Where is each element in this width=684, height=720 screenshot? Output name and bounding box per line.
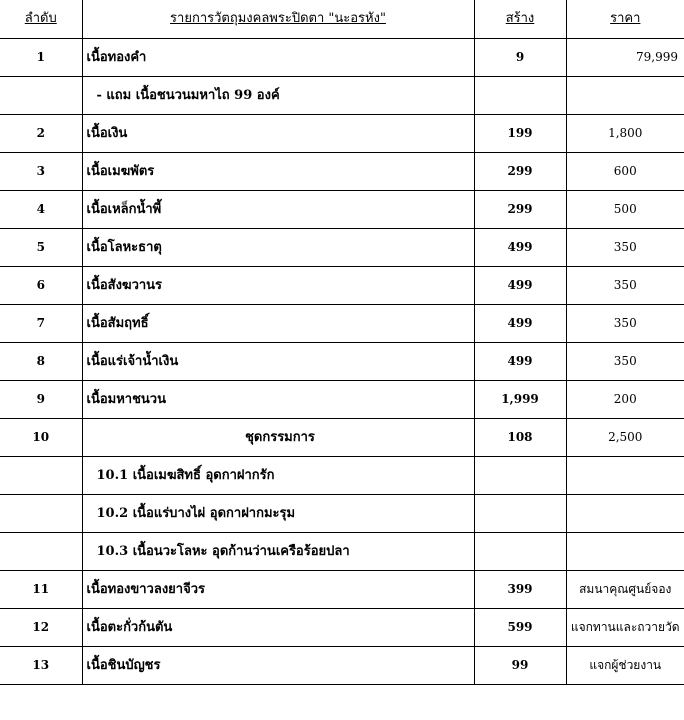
row-no: 8	[0, 343, 82, 381]
row-price: 2,500	[566, 419, 684, 457]
table-row	[0, 495, 684, 533]
row-no: 10	[0, 419, 82, 457]
row-price	[566, 457, 684, 495]
table-row	[0, 77, 684, 115]
row-name: ชุดกรรมการ	[82, 419, 474, 457]
table-row	[0, 229, 684, 267]
row-name: เนื้อสัมฤทธิ์	[82, 305, 474, 343]
row-price	[566, 77, 684, 115]
header-no: ลำดับ	[0, 0, 82, 39]
row-name: เนื้อมหาชนวน	[82, 381, 474, 419]
row-qty: 99	[474, 647, 566, 685]
header-price: ราคา	[566, 0, 684, 39]
row-no: 12	[0, 609, 82, 647]
row-name: เนื้อสังฆวานร	[82, 267, 474, 305]
row-name: เนื้อทองขาวลงยาจีวร	[82, 571, 474, 609]
table-row	[0, 419, 684, 457]
row-qty	[474, 495, 566, 533]
row-no: 7	[0, 305, 82, 343]
row-qty: 499	[474, 229, 566, 267]
table-row	[0, 343, 684, 381]
row-name: 10.2 เนื้อแร่บางไผ่ อุดกาฝากมะรุม	[82, 495, 474, 533]
row-qty: 399	[474, 571, 566, 609]
row-price: 1,800	[566, 115, 684, 153]
row-qty	[474, 77, 566, 115]
row-name: 10.1 เนื้อเมฆสิทธิ์ อุดกาฝากรัก	[82, 457, 474, 495]
row-no: 5	[0, 229, 82, 267]
row-name: เนื้อเหล็กน้ำพี้	[82, 191, 474, 229]
row-price: แจกทานและถวายวัด	[566, 609, 684, 647]
row-no: 2	[0, 115, 82, 153]
row-no	[0, 533, 82, 571]
table-row	[0, 39, 684, 77]
row-qty	[474, 533, 566, 571]
row-qty: 499	[474, 267, 566, 305]
table-row	[0, 647, 684, 685]
table-row	[0, 609, 684, 647]
row-name: เนื้อตะกั่วก้นตัน	[82, 609, 474, 647]
row-name: เนื้อเมฆพัตร	[82, 153, 474, 191]
row-qty: 499	[474, 343, 566, 381]
table-row	[0, 457, 684, 495]
row-qty: 9	[474, 39, 566, 77]
table-row	[0, 533, 684, 571]
row-qty: 299	[474, 191, 566, 229]
row-price	[566, 533, 684, 571]
header-name: รายการวัตถุมงคลพระปิดตา "นะอรหัง"	[82, 0, 474, 39]
row-price: 500	[566, 191, 684, 229]
row-price: 600	[566, 153, 684, 191]
row-no	[0, 457, 82, 495]
row-price: สมนาคุณศูนย์จอง	[566, 571, 684, 609]
row-no: 1	[0, 39, 82, 77]
row-name: เนื้อเงิน	[82, 115, 474, 153]
table-row	[0, 381, 684, 419]
row-qty: 108	[474, 419, 566, 457]
header-qty: สร้าง	[474, 0, 566, 39]
row-name: 10.3 เนื้อนวะโลหะ อุดก้านว่านเครือร้อยปลา	[82, 533, 474, 571]
row-price: 350	[566, 267, 684, 305]
row-no: 13	[0, 647, 82, 685]
table-row	[0, 153, 684, 191]
row-qty	[474, 457, 566, 495]
row-no: 3	[0, 153, 82, 191]
row-qty: 1,999	[474, 381, 566, 419]
row-price: 350	[566, 229, 684, 267]
row-no: 4	[0, 191, 82, 229]
row-no	[0, 495, 82, 533]
row-no	[0, 77, 82, 115]
row-name: เนื้อชินบัญชร	[82, 647, 474, 685]
table-row	[0, 191, 684, 229]
row-price: 79,999	[566, 39, 684, 77]
row-price: 350	[566, 305, 684, 343]
row-qty: 499	[474, 305, 566, 343]
row-no: 11	[0, 571, 82, 609]
row-qty: 199	[474, 115, 566, 153]
row-qty: 599	[474, 609, 566, 647]
row-qty: 299	[474, 153, 566, 191]
row-name: เนื้อทองคำ	[82, 39, 474, 77]
table-row	[0, 305, 684, 343]
table-row	[0, 571, 684, 609]
table-row	[0, 115, 684, 153]
row-price	[566, 495, 684, 533]
header-row	[0, 0, 684, 39]
row-price: แจกผู้ช่วยงาน	[566, 647, 684, 685]
row-no: 9	[0, 381, 82, 419]
row-name: - แถม เนื้อชนวนมหาไถ 99 องค์	[82, 77, 474, 115]
table-row	[0, 267, 684, 305]
row-name: เนื้อแร่เจ้าน้ำเงิน	[82, 343, 474, 381]
row-name: เนื้อโลหะธาตุ	[82, 229, 474, 267]
row-price: 350	[566, 343, 684, 381]
row-price: 200	[566, 381, 684, 419]
row-no: 6	[0, 267, 82, 305]
